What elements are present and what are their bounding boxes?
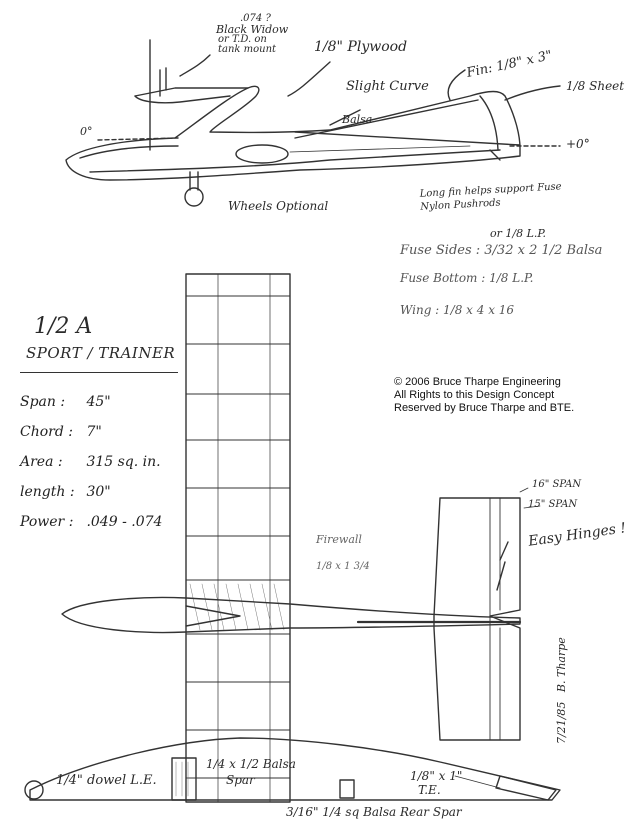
dowel-label: 1/4" dowel L.E. [56,773,157,788]
spar-line: 1/4 x 1/2 Balsa [206,757,296,771]
rear-spar-label: 3/16" 1/4 sq Balsa Rear Spar [286,805,462,819]
title-class: 1/2 A [34,314,93,339]
copyright [394,376,574,415]
spec-span [20,394,111,410]
spec-length [20,484,111,500]
spec-label: Span : [20,394,66,410]
long-fin-line: Long fin helps support Fuse [419,181,562,200]
fuse-bottom-label: Fuse Bottom : 1/8 L.P. [400,271,534,285]
tail-plane [434,488,540,740]
spec-label: Area : [20,454,63,470]
firewall-size-label: 1/8 x 1 3/4 [316,561,370,572]
title-name: SPORT / TRAINER [26,344,176,362]
spec-chord [20,424,102,440]
engine-note-line: or T.D. on [218,34,267,45]
spec-value: 7" [86,424,102,440]
spar-label [206,758,296,786]
spec-value: 45" [86,394,111,410]
balsa-label: Balsa [342,113,373,126]
signature [556,637,567,744]
fuse-sides-label: Fuse Sides : 3/32 x 2 1/2 Balsa [400,243,603,258]
spec-value: 315 sq. in. [86,454,161,470]
fin-label: Fin: 1/8" x 3" [465,48,554,81]
easy-hinges-label: Easy Hinges ! [527,520,627,550]
span-16-label: 16" SPAN [532,479,582,490]
zero-right-label: +0° [566,137,590,151]
engine-note-line: Black Widow [216,23,289,36]
copyright-line: © 2006 Bruce Tharpe Engineering [394,376,561,388]
signature-date: 7/21/85 [555,701,568,744]
span-15-label: 15" SPAN [528,499,578,510]
firewall-label: Firewall [316,533,362,546]
te-line: 1/8" x 1" [410,769,463,783]
engine-note-line: .074 ? [240,13,271,24]
te-label [410,770,462,796]
top-view-wing [186,274,290,802]
copyright-line: Reserved by Bruce Tharpe and BTE. [394,402,575,414]
wheels-label: Wheels Optional [228,199,329,213]
copyright-line: All Rights to this Design Concept [394,389,555,401]
spec-value: 30" [86,484,111,500]
spec-label: Power : [20,514,74,530]
long-fin-line: Nylon Pushrods [420,197,501,213]
engine-note [216,13,289,55]
or-lp-label: or 1/8 L.P. [490,227,547,240]
signature-name: B. Tharpe [555,637,568,693]
spec-label: Chord : [20,424,73,440]
engine-note-line: tank mount [218,44,277,55]
plywood-label: 1/8" Plywood [314,39,408,55]
wing-material-label: Wing : 1/8 x 4 x 16 [400,303,515,317]
spec-power [20,514,162,530]
title-underline [20,372,178,373]
spec-label: length : [20,484,75,500]
spar-line: Spar [226,773,255,787]
sheet-label: 1/8 Sheet [566,79,625,93]
zero-left-label: 0° [80,125,93,138]
spec-value: .049 - .074 [86,514,163,530]
spec-area [20,454,161,470]
top-view-fuselage [62,598,520,633]
te-line: T.E. [418,783,441,797]
slight-curve-label: Slight Curve [346,79,429,94]
